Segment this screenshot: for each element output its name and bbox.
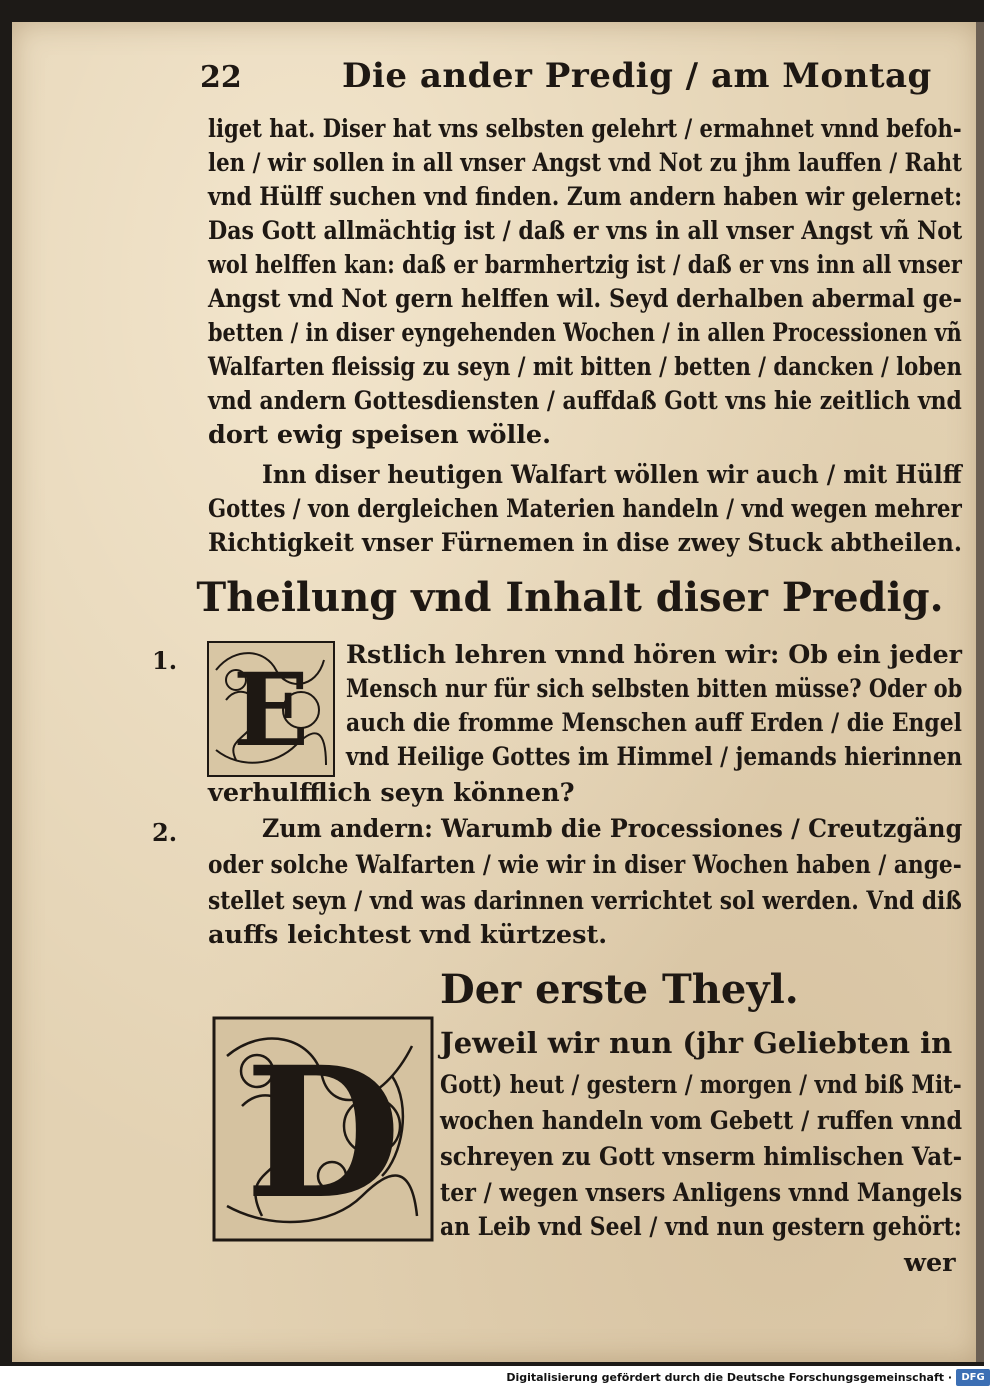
point1-line-3: auch die fromme Menschen auff Erden / die Engel [346, 708, 962, 738]
point2-line-1: Zum andern: Warumb die Processiones / Creutzgäng [262, 814, 963, 844]
part1-line-5: ter / wegen vnsers Anligens vnnd Mangels [440, 1178, 963, 1208]
svg-text:D: D [244, 1028, 402, 1239]
intro-line-5: wol helffen kan: daß er barmhertzig ist / daß er vns inn all vnser [208, 250, 962, 280]
page-header [200, 56, 960, 106]
intro-line-8: Walfarten fleissig zu seyn / mit bitten / betten / dancken / loben [208, 352, 962, 382]
intro-line-10: dort ewig speisen wölle. [208, 420, 552, 450]
paragraph2-line-2: Gottes / von dergleichen Materien handeln / vnd wegen mehrer [208, 494, 962, 524]
decorated-initial-e-icon [206, 640, 336, 778]
intro-line-9: vnd andern Gottesdiensten / auffdaß Gott vns hie zeitlich vnd [208, 386, 962, 416]
point1-line-2: Mensch nur für sich selbsten bitten müsse? Oder ob [346, 674, 963, 704]
margin-number-1: 1. [152, 646, 178, 675]
intro-line-4: Das Gott allmächtig ist / daß er vns in all vnser Angst vñ Not [208, 216, 963, 246]
part1-line-4: schreyen zu Gott vnserm himlischen Vat- [440, 1142, 963, 1172]
intro-line-1: liget hat. Diser hat vns selbsten gelehrt / ermahnet vnnd befoh- [208, 114, 962, 144]
footer-bar [0, 1366, 1000, 1391]
intro-line-6: Angst vnd Not gern helffen wil. Seyd derhalben abermal ge- [208, 284, 962, 314]
part1-line-3: wochen handeln vom Gebett / ruffen vnnd [440, 1106, 963, 1136]
paragraph2-line-1: Inn diser heutigen Walfart wöllen wir auch / mit Hülff [262, 460, 962, 490]
dfg-logo-icon: DFG [956, 1369, 990, 1386]
catchword: wer [904, 1248, 956, 1278]
section-heading-division: Theilung vnd Inhalt diser Predig. [196, 574, 944, 621]
point1-line-4: vnd Heilige Gottes im Himmel / jemands hierinnen [346, 742, 963, 772]
point2-line-4: auffs leichtest vnd kürtzest. [208, 920, 608, 950]
running-title: Die ander Predig / am Montag [342, 56, 932, 96]
margin-number-2: 2. [152, 818, 178, 847]
paragraph2-line-3: Richtigkeit vnser Fürnemen in dise zwey Stuck abtheilen. [208, 528, 962, 558]
point2-line-3: stellet seyn / vnd was darinnen verrichtet sol werden. Vnd diß [208, 886, 962, 916]
intro-line-7: betten / in diser eyngehenden Wochen / in allen Processionen vñ [208, 318, 962, 348]
section-heading-first-part: Der erste Theyl. [440, 966, 799, 1013]
intro-line-2: len / wir sollen in all vnser Angst vnd Not zu jhm lauffen / Raht [208, 148, 962, 178]
point2-line-2: oder solche Walfarten / wie wir in diser Wochen haben / ange- [208, 850, 962, 880]
intro-line-3: vnd Hülff suchen vnd finden. Zum andern haben wir gelernet: [208, 182, 963, 212]
decorated-initial-d-icon [212, 1016, 434, 1242]
digitization-credit: Digitalisierung gefördert durch die Deutsche Forschungsgemeinschaft · [506, 1371, 952, 1384]
svg-text:E: E [232, 651, 310, 769]
point1-line-1: Rstlich lehren vnnd hören wir: Ob ein jeder [346, 640, 962, 670]
point1-line-5: verhulfflich seyn können? [208, 778, 575, 808]
part1-line-6: an Leib vnd Seel / vnd nun gestern gehört: [440, 1212, 962, 1242]
scan-edge-strip [976, 22, 984, 1362]
part1-line-1: Jeweil wir nun (jhr Geliebten in [440, 1026, 953, 1060]
part1-line-2: Gott) heut / gestern / morgen / vnd biß Mit- [440, 1070, 962, 1100]
page-number: 22 [200, 60, 242, 95]
